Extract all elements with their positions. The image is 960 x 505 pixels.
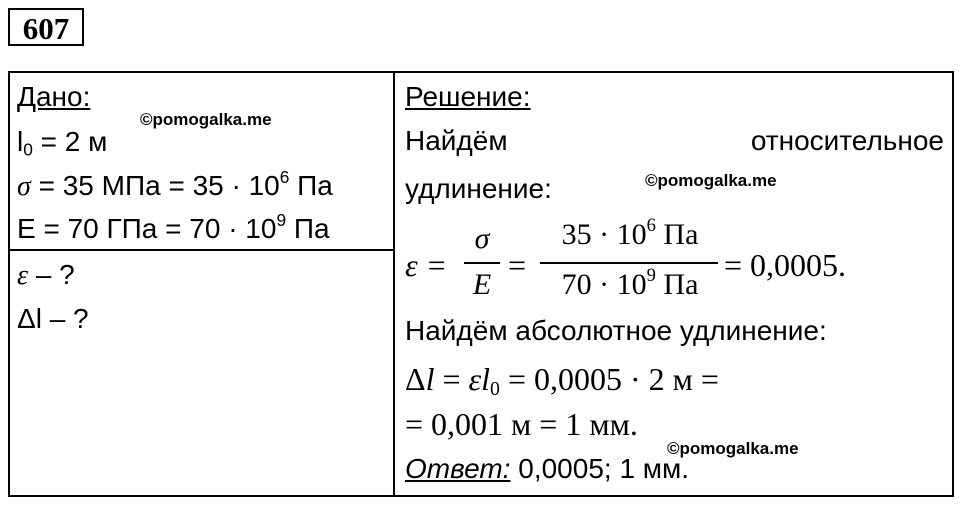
- eq2: $\Delta l = \varepsilon l_0 = 0,0005 \cdot 2$ м =: [405, 361, 719, 400]
- find-epsilon: ε – ?: [17, 259, 75, 291]
- solution-line1-left: Найдём: [405, 125, 508, 156]
- frac1-numerator: σ: [474, 222, 490, 255]
- given-sigma: σ = 35 МПа = $35 \cdot 10^6$ Па: [17, 166, 333, 202]
- eq1-equals: =: [508, 247, 527, 283]
- solution-line2: удлинение:: [405, 173, 552, 204]
- problem-number: 607: [8, 8, 84, 46]
- eq1-lhs: ε =: [405, 247, 448, 283]
- frac2-denominator: $70 \cdot 10^9$ Па: [561, 264, 699, 301]
- find-delta-l: Δl – ?: [17, 303, 89, 334]
- given-l0: $l_0 = 2$ м: [17, 126, 108, 160]
- eq3: = 0,001 м = 1 мм.: [405, 406, 638, 442]
- given-e: E = 70 ГПа = $70 \cdot 10^9$ Па: [17, 209, 330, 244]
- solution-heading: Решение:: [405, 81, 531, 112]
- frac2-numerator: $35 \cdot 10^6$ Па: [561, 214, 699, 251]
- frac1-denominator: E: [472, 268, 492, 301]
- eq1-result: = 0,0005.: [724, 247, 847, 283]
- solution-line4: Найдём абсолютное удлинение:: [405, 315, 827, 346]
- watermark-3: ©pomogalka.me: [667, 439, 799, 458]
- frac1-bar: [464, 262, 500, 264]
- column-divider: [393, 71, 395, 497]
- answer-value: 0,0005; 1 мм.: [510, 453, 690, 484]
- given-heading: Дано:: [17, 81, 91, 112]
- answer-label: Ответ:: [405, 453, 511, 484]
- watermark-2: ©pomogalka.me: [645, 171, 777, 190]
- watermark-1: ©pomogalka.me: [140, 110, 272, 129]
- solution-line1-right: относительное: [750, 125, 944, 156]
- answer: [405, 452, 689, 486]
- frac2-bar: [540, 262, 718, 264]
- given-find-divider: [8, 249, 395, 251]
